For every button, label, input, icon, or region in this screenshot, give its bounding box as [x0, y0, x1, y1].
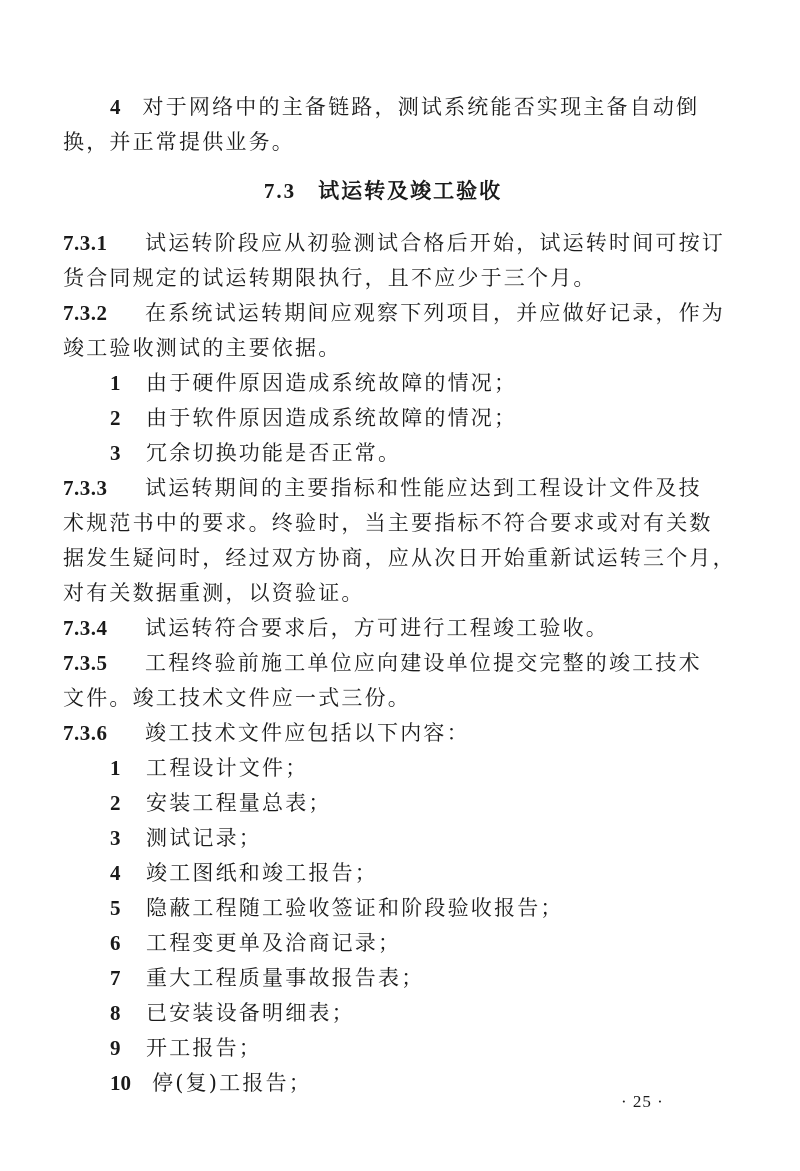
item-number: 9: [110, 1036, 121, 1060]
item-number: 1: [110, 371, 121, 395]
item-text: 安装工程量总表；: [146, 791, 332, 815]
item-number: 4: [110, 861, 121, 885]
item-number: 5: [110, 896, 121, 920]
list-item: [110, 438, 401, 468]
clause-number: 7.3.5: [63, 651, 108, 675]
list-item: [110, 92, 699, 122]
clause-7-3-5: [63, 648, 702, 678]
page-number: · 25 ·: [621, 1092, 664, 1111]
list-item: [110, 823, 262, 853]
item-text: 由于软件原因造成系统故障的情况；: [146, 406, 518, 430]
item-text: 对于网络中的主备链路，测试系统能否实现主备自动倒: [142, 95, 700, 119]
clause-text-continuation: 文件。竣工技术文件应一式三份。: [63, 686, 411, 710]
list-item: [110, 368, 517, 398]
clause-number: 7.3.2: [63, 301, 108, 325]
clause-text-continuation: 对有关数据重测，以资验证。: [63, 581, 365, 605]
list-item: [110, 998, 355, 1028]
item-number: 10: [110, 1071, 131, 1095]
item-text: 停(复)工报告；: [152, 1071, 312, 1095]
list-item: [110, 928, 401, 958]
clause-7-3-4: [63, 613, 609, 643]
item-continuation: 换，并正常提供业务。: [63, 130, 295, 154]
item-text: 工程设计文件；: [146, 756, 309, 780]
list-item: [110, 403, 517, 433]
clause-7-3-2: [63, 298, 725, 328]
item-text: 竣工图纸和竣工报告；: [146, 861, 378, 885]
clause-text: 试运转阶段应从初验测试合格后开始，试运转时间可按订: [145, 231, 725, 255]
item-number: 2: [110, 791, 121, 815]
clause-text: 试运转期间的主要指标和性能应达到工程设计文件及技: [145, 476, 702, 500]
item-text: 工程变更单及洽商记录；: [146, 931, 402, 955]
list-item: [110, 893, 564, 923]
clause-text-continuation: 术规范书中的要求。终验时，当主要指标不符合要求或对有关数: [63, 511, 713, 535]
item-number: 8: [110, 1001, 121, 1025]
clause-number: 7.3.1: [63, 231, 108, 255]
item-number: 3: [110, 441, 121, 465]
item-text: 重大工程质量事故报告表；: [146, 966, 425, 990]
item-text: 测试记录；: [146, 826, 262, 850]
list-item: [110, 858, 378, 888]
clause-number: 7.3.4: [63, 616, 108, 640]
list-item: [110, 753, 308, 783]
item-number: 7: [110, 966, 121, 990]
section-title: 试运转及竣工验收: [318, 178, 503, 203]
item-text: 由于硬件原因造成系统故障的情况；: [146, 371, 518, 395]
section-heading: [63, 176, 703, 206]
clause-text-continuation: 竣工验收测试的主要依据。: [63, 336, 342, 360]
item-number: 3: [110, 826, 121, 850]
list-item: [110, 963, 424, 993]
clause-7-3-6: [63, 718, 470, 748]
item-number: 6: [110, 931, 121, 955]
clause-text: 竣工技术文件应包括以下内容：: [145, 721, 470, 745]
item-number: 1: [110, 756, 121, 780]
clause-text: 试运转符合要求后，方可进行工程竣工验收。: [145, 616, 609, 640]
clause-7-3-3: [63, 473, 702, 503]
list-item: [110, 1033, 262, 1063]
clause-text-continuation: 据发生疑问时，经过双方协商，应从次日开始重新试运转三个月，: [63, 546, 736, 570]
clause-text-continuation: 货合同规定的试运转期限执行，且不应少于三个月。: [63, 266, 597, 290]
item-text: 隐蔽工程随工验收签证和阶段验收报告；: [146, 896, 564, 920]
item-text: 已安装设备明细表；: [146, 1001, 355, 1025]
item-text: 冗余切换功能是否正常。: [146, 441, 402, 465]
clause-number: 7.3.6: [63, 721, 108, 745]
item-number: 2: [110, 406, 121, 430]
clause-text: 工程终验前施工单位应向建设单位提交完整的竣工技术: [145, 651, 702, 675]
item-number: 4: [110, 95, 121, 119]
clause-text: 在系统试运转期间应观察下列项目，并应做好记录，作为: [145, 301, 725, 325]
list-item: [110, 788, 332, 818]
list-item: [110, 1068, 312, 1098]
clause-number: 7.3.3: [63, 476, 108, 500]
clause-7-3-1: [63, 228, 725, 258]
item-text: 开工报告；: [146, 1036, 262, 1060]
section-number: 7.3: [263, 179, 297, 203]
